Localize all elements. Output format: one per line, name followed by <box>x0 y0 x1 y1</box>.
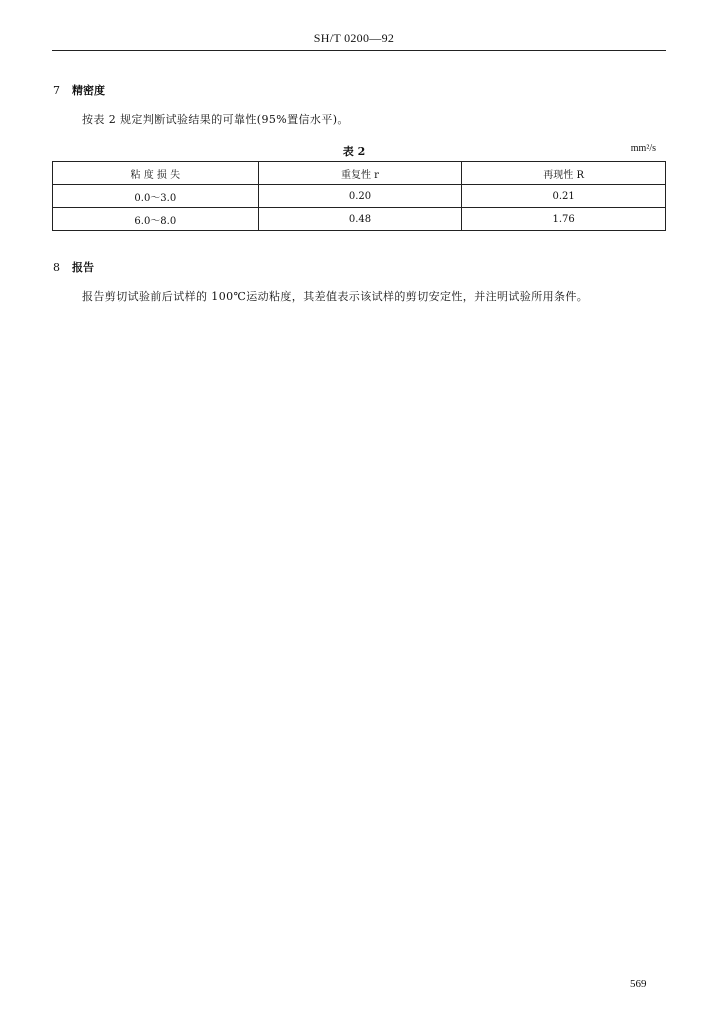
table-2-caption: 表 2 <box>342 145 366 158</box>
section-8-number: 8 <box>53 261 60 274</box>
column-header-viscosity-loss: 粘 度 损 失 <box>53 162 259 185</box>
table-cell: 0.0～3.0 <box>53 185 259 208</box>
precision-table <box>52 161 666 231</box>
column-header-reproducibility: 再现性 R <box>462 162 666 185</box>
section-8-heading <box>53 259 94 275</box>
table-cell: 0.20 <box>258 185 462 208</box>
table-cell: 0.48 <box>258 208 462 231</box>
page-number: 569 <box>630 978 647 990</box>
table-cell: 0.21 <box>462 185 666 208</box>
column-header-repeatability: 重复性 r <box>258 162 462 185</box>
section-8-title: 报告 <box>72 261 94 274</box>
table-cell: 1.76 <box>462 208 666 231</box>
header-rule <box>52 50 666 51</box>
section-7-paragraph: 按表 2 规定判断试验结果的可靠性(95%置信水平)。 <box>82 113 349 126</box>
table-header-row <box>53 162 666 185</box>
table-cell: 6.0～8.0 <box>53 208 259 231</box>
table-2-unit: mm²/s <box>630 143 656 154</box>
table-row <box>53 185 666 208</box>
page-header-title: SH/T 0200—92 <box>313 31 395 45</box>
section-8-paragraph: 报告剪切试验前后试样的 100℃运动粘度，其差值表示该试样的剪切安定性，并注明试验所用条件。 <box>82 290 589 303</box>
section-7-heading <box>53 82 105 98</box>
section-7-title: 精密度 <box>72 84 105 97</box>
table-row <box>53 208 666 231</box>
section-7-number: 7 <box>53 84 60 97</box>
